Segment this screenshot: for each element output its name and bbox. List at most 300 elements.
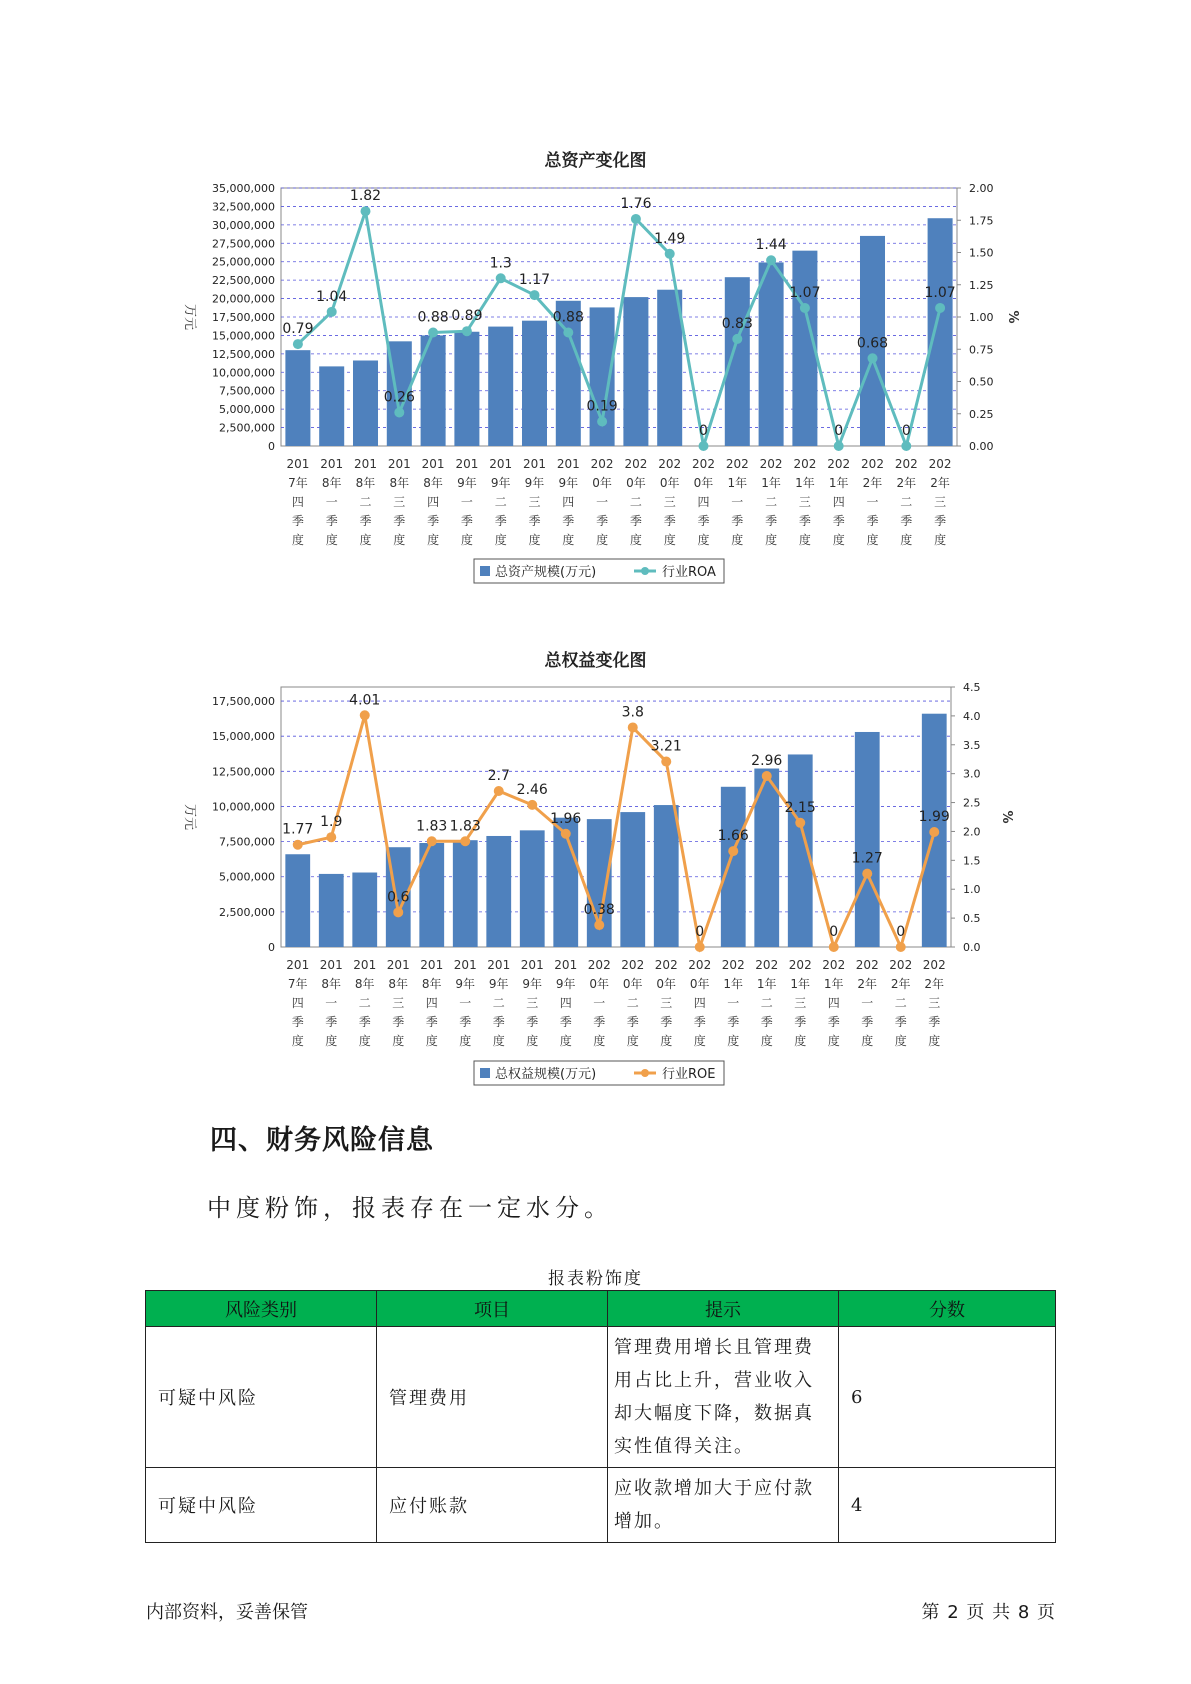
x-tick-label: 度	[894, 1034, 907, 1048]
line-point	[428, 327, 438, 337]
header-score: 分数	[839, 1291, 1056, 1327]
y-tick-label: 27,500,000	[212, 237, 275, 251]
x-tick-label: 7年	[288, 476, 308, 490]
header-risk-category: 风险类别	[146, 1291, 377, 1327]
legend-bar-label: 总权益规模(万元)	[495, 1067, 597, 1082]
x-tick-label: 0年	[689, 977, 710, 991]
data-label: 1.96	[550, 810, 582, 827]
x-tick-label: 度	[393, 533, 406, 547]
data-label: 0	[834, 423, 844, 439]
y2-tick-label: 0.50	[969, 375, 994, 389]
x-tick-label: 三	[392, 996, 405, 1010]
line-point	[361, 206, 371, 216]
score-cell: 6	[839, 1327, 1056, 1468]
risk-category-cell: 可疑中风险	[146, 1468, 377, 1543]
x-tick-label: 8年	[355, 476, 376, 490]
x-tick-label: 度	[626, 1034, 639, 1048]
chart-2-title: 总权益变化图	[544, 651, 647, 671]
x-tick-label: 季	[596, 514, 609, 528]
x-tick-label: 201	[520, 958, 544, 972]
data-label: 1.99	[918, 809, 950, 826]
x-tick-label: 季	[693, 1015, 706, 1029]
y-tick-label: 17,500,000	[212, 311, 275, 324]
data-label: 1.76	[620, 195, 652, 212]
line-point	[699, 441, 709, 451]
x-tick-label: 二	[765, 495, 778, 509]
x-tick-label: 度	[760, 1034, 773, 1048]
x-tick-label: 度	[291, 1034, 304, 1048]
x-tick-label: 2年	[857, 977, 878, 991]
x-tick-label: 度	[291, 533, 304, 547]
x-tick-label: 202	[725, 457, 749, 471]
x-tick-label: 2年	[890, 977, 911, 991]
line-point	[561, 829, 571, 839]
x-tick-label: 202	[822, 958, 846, 972]
hint-cell: 管理费用增长且管理费用占比上升，营业收入却大幅度下降，数据真实性值得关注。	[608, 1327, 839, 1468]
data-label: 0	[896, 924, 906, 940]
x-tick-label: 度	[528, 533, 541, 547]
line-point	[460, 836, 470, 846]
x-tick-label: 9年	[522, 977, 543, 991]
y2-tick-label: 1.25	[969, 278, 994, 292]
x-tick-label: 四	[559, 996, 572, 1010]
x-tick-label: 0年	[659, 476, 680, 490]
bar	[353, 360, 378, 446]
x-tick-label: 季	[291, 1015, 304, 1029]
x-tick-label: 9年	[455, 977, 476, 991]
x-tick-label: 8年	[388, 977, 409, 991]
x-tick-label: 四	[562, 495, 575, 509]
x-tick-label: 季	[460, 514, 473, 528]
line-point	[935, 303, 945, 313]
y-tick-label: 20,000,000	[212, 292, 275, 306]
data-label: 1.07	[924, 284, 956, 301]
data-label: 0.6	[387, 889, 410, 906]
x-tick-label: 季	[866, 514, 879, 528]
data-label: 0	[699, 423, 708, 439]
x-tick-label: 度	[559, 1034, 572, 1048]
data-label: 0.38	[583, 902, 615, 919]
x-tick-label: 度	[866, 533, 879, 547]
y2-axis-title: %	[999, 810, 1014, 824]
x-tick-label: 季	[832, 514, 845, 528]
line-point	[393, 907, 403, 917]
data-label: 1.04	[316, 288, 348, 305]
y-tick-label: 17,500,000	[212, 695, 275, 709]
total-assets-chart	[0, 170, 1191, 590]
x-tick-label: 201	[387, 457, 411, 471]
x-tick-label: 8年	[389, 476, 410, 490]
y2-tick-label: 3.5	[963, 738, 981, 752]
data-label: 0.79	[282, 321, 314, 338]
x-tick-label: 四	[832, 495, 845, 509]
line-point	[728, 846, 738, 856]
x-tick-label: 0年	[622, 977, 643, 991]
y-tick-label: 35,000,000	[212, 182, 275, 195]
data-label: 0	[829, 924, 839, 940]
x-tick-label: 9年	[524, 476, 545, 490]
x-tick-label: 202	[827, 457, 851, 471]
y-tick-label: 15,000,000	[212, 730, 275, 744]
data-label: 1.44	[755, 237, 787, 254]
item-cell: 管理费用	[377, 1327, 608, 1468]
x-tick-label: 三	[794, 996, 807, 1010]
data-label: 0.68	[856, 335, 889, 352]
x-tick-label: 一	[866, 495, 879, 509]
x-tick-label: 202	[692, 457, 715, 471]
data-label: 1.17	[518, 272, 551, 289]
x-tick-label: 四	[291, 996, 304, 1010]
x-tick-label: 度	[928, 1034, 941, 1048]
line-point	[834, 441, 844, 451]
x-tick-label: 1年	[823, 977, 844, 991]
bar	[454, 332, 479, 446]
risk-category-cell: 可疑中风险	[146, 1327, 377, 1468]
chart-1-title: 总资产变化图	[544, 151, 647, 171]
data-label: 0.26	[383, 389, 415, 406]
risk-table	[145, 1290, 1056, 1543]
x-tick-label: 度	[697, 533, 710, 547]
y-axis-title: 万元	[182, 803, 197, 831]
y2-tick-label: 0.0	[963, 941, 981, 954]
x-tick-label: 1年	[790, 977, 811, 991]
x-tick-label: 度	[727, 1034, 740, 1048]
x-tick-label: 四	[427, 495, 440, 509]
x-tick-label: 9年	[488, 977, 509, 991]
x-tick-label: 201	[554, 958, 578, 972]
header-item: 项目	[377, 1291, 608, 1327]
line-point	[427, 836, 437, 846]
x-tick-label: 202	[855, 958, 879, 972]
y-tick-label: 12,500,000	[212, 765, 275, 779]
bar	[725, 277, 750, 446]
x-tick-label: 2年	[924, 977, 945, 991]
x-tick-label: 8年	[421, 977, 442, 991]
x-tick-label: 三	[526, 996, 539, 1010]
y-tick-label: 0	[268, 440, 275, 453]
x-tick-label: 202	[658, 457, 682, 471]
x-tick-label: 季	[731, 514, 744, 528]
x-tick-label: 季	[325, 514, 338, 528]
data-label: 2.15	[784, 799, 816, 816]
x-tick-label: 202	[721, 958, 745, 972]
x-tick-label: 一	[727, 996, 740, 1010]
line-point	[862, 869, 872, 879]
x-tick-label: 二	[494, 495, 507, 509]
x-tick-label: 一	[459, 996, 472, 1010]
data-label: 2.46	[516, 781, 548, 798]
x-tick-label: 季	[727, 1015, 740, 1029]
legend-bar-swatch	[480, 1068, 490, 1078]
x-tick-label: 202	[788, 958, 812, 972]
y2-tick-label: 4.0	[963, 709, 981, 723]
y2-tick-label: 4.5	[963, 681, 981, 694]
y-tick-label: 5,000,000	[219, 403, 275, 417]
x-tick-label: 三	[393, 495, 406, 509]
x-tick-label: 季	[928, 1015, 941, 1029]
x-tick-label: 季	[697, 514, 710, 528]
x-tick-label: 季	[528, 514, 541, 528]
x-tick-label: 季	[291, 514, 304, 528]
y-tick-label: 7,500,000	[219, 835, 275, 849]
y-tick-label: 7,500,000	[219, 384, 275, 398]
x-tick-label: 二	[894, 996, 907, 1010]
line-point	[360, 710, 370, 720]
y-tick-label: 32,500,000	[212, 200, 275, 214]
x-tick-label: 201	[420, 958, 444, 972]
x-tick-label: 四	[697, 495, 710, 509]
x-tick-label: 度	[596, 533, 609, 547]
score-cell: 4	[839, 1468, 1056, 1543]
x-tick-label: 度	[392, 1034, 405, 1048]
x-tick-label: 度	[827, 1034, 840, 1048]
x-tick-label: 度	[798, 533, 811, 547]
x-tick-label: 0年	[693, 476, 714, 490]
x-tick-label: 季	[794, 1015, 807, 1029]
x-tick-label: 201	[487, 958, 511, 972]
x-tick-label: 季	[492, 1015, 505, 1029]
line-point	[901, 441, 911, 451]
x-tick-label: 0年	[656, 977, 677, 991]
bar	[520, 830, 545, 947]
line-point	[293, 339, 303, 349]
x-tick-label: 度	[562, 533, 575, 547]
x-tick-label: 202	[654, 958, 678, 972]
x-tick-label: 201	[353, 958, 377, 972]
bar	[721, 787, 746, 947]
x-tick-label: 201	[319, 958, 343, 972]
bar	[488, 327, 513, 446]
item-cell: 应付账款	[377, 1468, 608, 1543]
data-label: 1.82	[349, 188, 382, 205]
x-tick-label: 季	[593, 1015, 606, 1029]
x-tick-label: 度	[494, 533, 507, 547]
line-point	[628, 722, 638, 732]
line-point	[929, 827, 939, 837]
line-point	[800, 303, 810, 313]
data-label: 1.83	[416, 818, 448, 835]
x-tick-label: 一	[861, 996, 874, 1010]
line-point	[494, 786, 504, 796]
bar	[928, 218, 953, 446]
x-tick-label: 202	[793, 457, 817, 471]
x-tick-label: 一	[460, 495, 473, 509]
y2-tick-label: 1.50	[969, 246, 994, 260]
line-point	[327, 307, 337, 317]
footer-page-number: 第 2 页 共 8 页	[921, 1602, 1056, 1623]
x-tick-label: 季	[827, 1015, 840, 1029]
legend-line-label: 行业ROE	[662, 1067, 716, 1082]
x-tick-label: 二	[626, 996, 639, 1010]
data-label: 0	[695, 924, 705, 940]
line-point	[661, 757, 671, 767]
x-tick-label: 四	[291, 495, 304, 509]
table-row	[146, 1468, 1056, 1543]
x-tick-label: 季	[559, 1015, 572, 1029]
x-tick-label: 0年	[626, 476, 646, 490]
x-tick-label: 度	[731, 533, 744, 547]
x-tick-label: 201	[354, 457, 377, 471]
data-label: 1.9	[320, 814, 343, 831]
data-label: 1.3	[489, 255, 512, 272]
line-point	[766, 255, 776, 265]
x-tick-label: 三	[928, 996, 941, 1010]
y-tick-label: 2,500,000	[219, 421, 275, 435]
x-tick-label: 度	[765, 533, 778, 547]
data-label: 2.96	[751, 752, 783, 769]
y-tick-label: 22,500,000	[212, 274, 275, 288]
x-tick-label: 三	[934, 495, 947, 509]
x-tick-label: 0年	[589, 977, 610, 991]
x-tick-label: 8年	[354, 977, 375, 991]
line-point	[896, 942, 906, 952]
x-tick-label: 季	[459, 1015, 472, 1029]
x-tick-label: 一	[731, 495, 744, 509]
x-tick-label: 2年	[862, 476, 883, 490]
y2-tick-label: 0.25	[969, 407, 994, 421]
x-tick-label: 202	[894, 457, 918, 471]
x-tick-label: 9年	[558, 476, 579, 490]
data-label: 3.8	[621, 704, 644, 721]
table-row	[146, 1327, 1056, 1468]
bar	[623, 297, 648, 446]
x-tick-label: 202	[759, 457, 783, 471]
x-tick-label: 度	[629, 533, 642, 547]
x-tick-label: 四	[425, 996, 438, 1010]
x-tick-label: 三	[798, 495, 811, 509]
x-tick-label: 度	[358, 1034, 371, 1048]
x-tick-label: 二	[358, 996, 371, 1010]
x-tick-label: 一	[325, 495, 338, 509]
line-point	[462, 326, 472, 336]
x-tick-label: 度	[427, 533, 440, 547]
x-tick-label: 一	[593, 996, 606, 1010]
x-tick-label: 8年	[321, 476, 342, 490]
section-heading: 四、财务风险信息	[210, 1125, 434, 1156]
x-tick-label: 季	[660, 1015, 673, 1029]
x-tick-label: 二	[492, 996, 505, 1010]
bar	[453, 840, 478, 947]
x-tick-label: 201	[386, 958, 410, 972]
x-tick-label: 201	[523, 457, 546, 471]
x-tick-label: 季	[663, 514, 676, 528]
bar	[759, 262, 784, 446]
x-tick-label: 度	[325, 533, 338, 547]
bar	[319, 366, 344, 446]
y2-tick-label: 1.75	[969, 214, 994, 228]
x-tick-label: 度	[325, 1034, 338, 1048]
line-point	[293, 840, 303, 850]
x-tick-label: 2年	[930, 476, 950, 490]
x-tick-label: 度	[459, 1034, 472, 1048]
y2-tick-label: 0.5	[963, 912, 981, 926]
x-tick-label: 度	[359, 533, 372, 547]
line-point	[326, 832, 336, 842]
line-point	[527, 800, 537, 810]
x-tick-label: 1年	[795, 476, 815, 490]
x-tick-label: 二	[900, 495, 913, 509]
y-tick-label: 25,000,000	[212, 255, 275, 269]
x-tick-label: 度	[492, 1034, 505, 1048]
data-label: 1.77	[282, 821, 314, 838]
x-tick-label: 9年	[555, 977, 576, 991]
x-tick-label: 度	[425, 1034, 438, 1048]
x-tick-label: 8年	[321, 977, 342, 991]
x-tick-label: 7年	[287, 977, 308, 991]
x-tick-label: 度	[526, 1034, 539, 1048]
bar	[522, 321, 547, 446]
bar	[654, 805, 679, 947]
bar	[352, 873, 377, 947]
x-tick-label: 1年	[756, 977, 777, 991]
legend-line-marker	[641, 567, 649, 575]
y-tick-label: 2,500,000	[219, 905, 275, 919]
x-tick-label: 202	[861, 457, 884, 471]
x-tick-label: 二	[629, 495, 642, 509]
x-tick-label: 201	[320, 457, 344, 471]
x-tick-label: 季	[358, 1015, 371, 1029]
data-label: 4.01	[349, 692, 381, 709]
x-tick-label: 0年	[592, 476, 612, 490]
bar	[319, 874, 344, 947]
x-tick-label: 季	[629, 514, 642, 528]
x-tick-label: 季	[425, 1015, 438, 1029]
x-tick-label: 201	[421, 457, 445, 471]
x-tick-label: 季	[861, 1015, 874, 1029]
x-tick-label: 202	[922, 958, 946, 972]
bar	[285, 854, 310, 947]
y2-axis-title: %	[1005, 310, 1020, 324]
line-point	[829, 942, 839, 952]
x-tick-label: 三	[663, 495, 676, 509]
x-tick-label: 四	[827, 996, 840, 1010]
x-tick-label: 度	[660, 1034, 673, 1048]
y2-tick-label: 2.5	[963, 796, 981, 810]
y-tick-label: 30,000,000	[212, 218, 275, 232]
y-axis-title: 万元	[182, 303, 197, 331]
header-hint: 提示	[608, 1291, 839, 1327]
x-tick-label: 三	[660, 996, 673, 1010]
data-label: 0.88	[552, 309, 584, 326]
x-tick-label: 202	[688, 958, 712, 972]
section-summary: 中度粉饰，报表存在一定水分。	[207, 1194, 613, 1222]
x-tick-label: 201	[453, 958, 477, 972]
y2-tick-label: 1.00	[969, 311, 994, 324]
y-tick-label: 5,000,000	[219, 870, 275, 884]
x-tick-label: 季	[359, 514, 372, 528]
line-point	[496, 273, 506, 283]
data-label: 1.49	[654, 230, 686, 247]
x-tick-label: 度	[593, 1034, 606, 1048]
bar	[285, 350, 310, 446]
line-point	[530, 290, 540, 300]
x-tick-label: 三	[528, 495, 541, 509]
x-tick-label: 二	[760, 996, 773, 1010]
x-tick-label: 1年	[761, 476, 781, 490]
data-label: 1.66	[717, 828, 749, 845]
x-tick-label: 201	[455, 457, 479, 471]
y2-tick-label: 1.5	[963, 854, 981, 868]
bar	[855, 732, 880, 947]
data-label: 0.89	[451, 308, 483, 325]
y-tick-label: 12,500,000	[212, 347, 275, 361]
y2-tick-label: 2.00	[969, 182, 994, 195]
x-tick-label: 1年	[828, 476, 849, 490]
x-tick-label: 季	[562, 514, 575, 528]
line-point	[762, 771, 772, 781]
line-point	[868, 353, 878, 363]
x-tick-label: 度	[832, 533, 845, 547]
